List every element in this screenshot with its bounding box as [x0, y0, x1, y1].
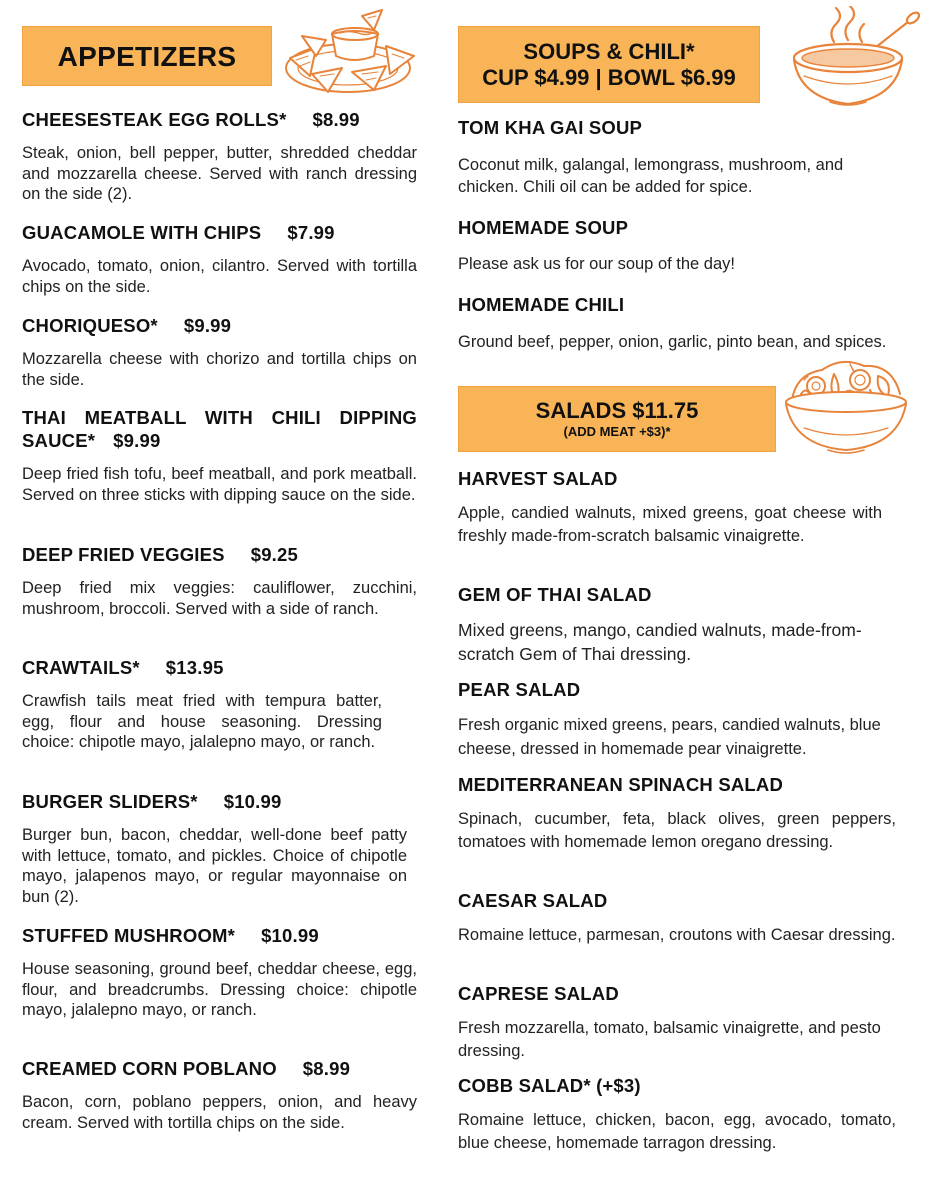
- item-name: GEM OF THAI SALAD: [458, 584, 652, 605]
- item-name: MEDITERRANEAN SPINACH SALAD: [458, 774, 784, 795]
- item-price: $10.99: [261, 925, 319, 946]
- soup-item: [458, 293, 908, 353]
- item-description: Mozzarella cheese with chorizo and tortilla chips on the side.: [22, 350, 417, 389]
- item-name: CHEESESTEAK EGG ROLLS*: [22, 109, 287, 130]
- item-name: THAI MEATBALL WITH CHILI DIPPING SAUCE*: [22, 407, 417, 451]
- item-name: BURGER SLIDERS*: [22, 791, 198, 812]
- appetizer-item: [22, 543, 417, 619]
- item-name: PEAR SALAD: [458, 679, 581, 700]
- salad-item: [458, 1074, 908, 1155]
- item-name: CREAMED CORN POBLANO: [22, 1058, 277, 1079]
- appetizer-item: [22, 314, 417, 390]
- item-description: Romaine lettuce, chicken, bacon, egg, avocado, tomato, blue cheese, homemade tarragon dressing.: [458, 1111, 896, 1152]
- item-description: Burger bun, bacon, cheddar, well-done beef patty with lettuce, tomato, and pickles. Choice of chipotle mayo, jalapenos mayo, or regular mayonnaise on bun (2).: [22, 826, 407, 906]
- appetizers-heading: [22, 26, 272, 86]
- item-price: $9.25: [250, 544, 298, 565]
- item-price: $10.99: [223, 791, 282, 812]
- item-name: CAESAR SALAD: [458, 890, 608, 911]
- item-description: House seasoning, ground beef, cheddar cheese, egg, flour, and breadcrumbs. Dressing choice: chipotle mayo, jalalepno mayo, or ranch.: [22, 960, 417, 1019]
- item-name: CHORIQUESO*: [22, 315, 158, 336]
- item-description: Deep fried mix veggies: cauliflower, zucchini, mushroom, broccoli. Served with a side of ranch.: [22, 579, 417, 618]
- item-name: CAPRESE SALAD: [458, 983, 619, 1004]
- item-description: Romaine lettuce, parmesan, croutons with Caesar dressing.: [458, 926, 896, 944]
- item-name: HARVEST SALAD: [458, 468, 618, 489]
- salad-item: [458, 773, 908, 854]
- item-name: HOMEMADE CHILI: [458, 294, 625, 315]
- item-description: Steak, onion, bell pepper, butter, shredded cheddar and mozzarella cheese. Served with ranch dressing on the side (2).: [22, 144, 417, 203]
- item-description: Deep fried fish tofu, beef meatball, and pork meatball. Served on three sticks with dipping sauce on the side.: [22, 465, 417, 504]
- item-description: Ground beef, pepper, onion, garlic, pinto bean, and spices.: [458, 333, 887, 351]
- item-price: $9.99: [183, 315, 232, 336]
- soups-heading-line2: CUP $4.99 | BOWL $6.99: [482, 65, 736, 90]
- appetizer-item: [22, 406, 417, 505]
- nachos-dip-icon: [282, 6, 422, 98]
- salad-bowl-icon: [782, 350, 912, 460]
- item-description: Fresh organic mixed greens, pears, candied walnuts, blue cheese, dressed in homemade pear vinaigrette.: [458, 716, 881, 758]
- item-name: DEEP FRIED VEGGIES: [22, 544, 225, 565]
- appetizer-item: [22, 656, 417, 753]
- item-description: Apple, candied walnuts, mixed greens, goat cheese with freshly made-from-scratch balsamic vinaigrette.: [458, 504, 882, 545]
- salads-subheading: (ADD MEAT +$3)*: [563, 424, 671, 439]
- item-price: $9.99: [113, 430, 161, 451]
- soup-item: [458, 116, 908, 198]
- soups-heading: [458, 26, 760, 103]
- soup-item: [458, 216, 908, 275]
- item-description: Bacon, corn, poblano peppers, onion, and heavy cream. Served with tortilla chips on the side.: [22, 1093, 417, 1132]
- salads-heading-text: SALADS $11.75: [535, 398, 699, 423]
- item-name: TOM KHA GAI SOUP: [458, 117, 643, 138]
- appetizer-item: [22, 790, 417, 907]
- item-name: STUFFED MUSHROOM*: [22, 925, 236, 946]
- soups-heading-line1: SOUPS & CHILI*: [523, 39, 695, 64]
- salad-item: [458, 583, 908, 666]
- salad-item: [458, 678, 908, 761]
- item-name: COBB SALAD* (+$3): [458, 1075, 641, 1096]
- item-description: Avocado, tomato, onion, cilantro. Served with tortilla chips on the side.: [22, 257, 417, 296]
- soup-bowl-icon: [790, 6, 922, 110]
- item-price: $7.99: [287, 222, 335, 243]
- salad-item: [458, 467, 908, 548]
- appetizer-item: [22, 108, 417, 205]
- item-name: HOMEMADE SOUP: [458, 217, 629, 238]
- item-description: Crawfish tails meat fried with tempura batter, egg, flour and house seasoning. Dressing choice: chipotle mayo, jalalepno mayo, or ranch.: [22, 692, 382, 751]
- item-description: Coconut milk, galangal, lemongrass, mushroom, and chicken. Chili oil can be added for spice.: [458, 156, 844, 196]
- item-price: $8.99: [312, 109, 360, 130]
- salad-item: [458, 982, 908, 1063]
- item-description: Please ask us for our soup of the day!: [458, 255, 735, 273]
- appetizer-item: [22, 221, 417, 297]
- item-description: Spinach, cucumber, feta, black olives, green peppers, tomatoes with homemade lemon oregano dressing.: [458, 810, 896, 851]
- item-description: Fresh mozzarella, tomato, balsamic vinaigrette, and pesto dressing.: [458, 1019, 881, 1060]
- item-description: Mixed greens, mango, candied walnuts, made-from-scratch Gem of Thai dressing.: [458, 620, 862, 664]
- item-name: CRAWTAILS*: [22, 657, 140, 678]
- appetizer-item: [22, 924, 417, 1021]
- appetizer-item: [22, 1057, 417, 1133]
- item-price: $8.99: [302, 1058, 351, 1079]
- item-price: $13.95: [165, 657, 224, 678]
- salads-heading: [458, 386, 776, 452]
- appetizers-heading-text: APPETIZERS: [57, 41, 237, 72]
- item-name: GUACAMOLE WITH CHIPS: [22, 222, 262, 243]
- salad-item: [458, 889, 908, 947]
